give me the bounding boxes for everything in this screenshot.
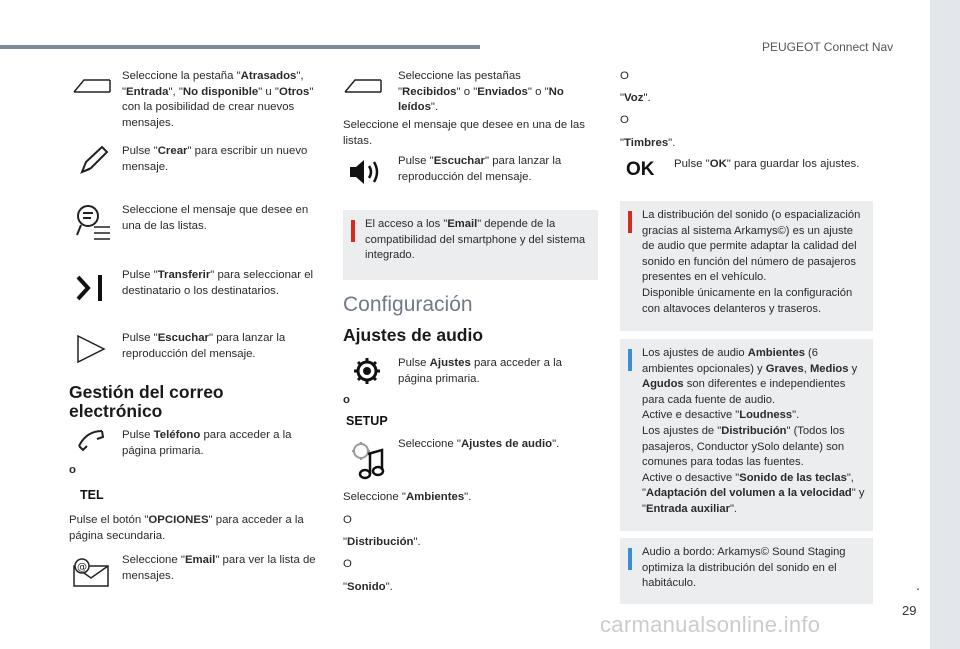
- transferir-text: Pulse "Transferir" para seleccionar el destinatario o los destinatarios.: [122, 269, 314, 297]
- ajustes-audio-text: Seleccione "Ajustes de audio".: [398, 438, 560, 450]
- forward-icon: [76, 273, 106, 303]
- gear-icon: [352, 356, 382, 386]
- page-header-title: PEUGEOT Connect Nav: [762, 40, 894, 54]
- escuchar-text-1: Pulse "Escuchar" para lanzar la reproducción del mensaje.: [122, 332, 286, 360]
- warning-email-text: El acceso a los "Email" depende de la compatibilidad del smartphone y del sistema integrado.: [365, 218, 586, 262]
- o-connector-2: o: [343, 394, 350, 406]
- setup-label: SETUP: [346, 414, 388, 428]
- ok-label: OK: [626, 159, 655, 180]
- warning-box-email: [343, 210, 598, 280]
- pencil-icon: [76, 144, 110, 178]
- page-marker: .: [916, 577, 920, 593]
- play-icon: [76, 334, 106, 364]
- ok-text: Pulse "OK" para guardar los ajustes.: [674, 158, 860, 170]
- sonido-text: "Sonido".: [343, 581, 393, 593]
- svg-text:@: @: [77, 562, 87, 573]
- heading-configuracion: Configuración: [343, 293, 473, 316]
- distribucion-text: "Distribución".: [343, 536, 421, 548]
- info-box-arkamys: [620, 538, 873, 604]
- header-rule: [0, 45, 480, 49]
- warning-marker-2: [628, 211, 632, 233]
- warning-box-distribucion: [620, 201, 873, 331]
- escuchar-text-2: Pulse "Escuchar" para lanzar la reproducción del mensaje.: [398, 155, 562, 183]
- info-ambientes-text: Los ajustes de audio Ambientes (6 ambientes opcionales) y Graves, Medios y Agudos son diferentes e independientes para cada fuente de audio. Active e desactive "Loudness". Los ajustes de "Distribución" (Todos los pasajeros, Conductor ySolo delante) son comunes para todas las fuentes. Active o desactive "Sonido de las teclas", "Adaptación del volumen a la velocidad" y "Entrada auxiliar".: [642, 347, 865, 515]
- side-tab: [930, 0, 960, 649]
- speaker-icon: [348, 157, 384, 187]
- info-marker-2: [628, 548, 632, 570]
- info-arkamys-text: Audio a bordo: Arkamys© Sound Staging optimiza la distribución del sonido en el habitáculo.: [642, 546, 846, 590]
- heading-gestion: Gestión del correo electrónico: [69, 382, 224, 421]
- timbres-text: "Timbres".: [620, 137, 676, 149]
- info-marker: [628, 349, 632, 371]
- o-connector-3: O: [343, 514, 352, 526]
- info-box-ambientes: [620, 339, 873, 531]
- warning-marker: [351, 220, 355, 242]
- audio-settings-icon: [350, 440, 386, 480]
- tel-label: TEL: [80, 488, 104, 502]
- seleccione-mensaje-text-2: Seleccione el mensaje que desee en una de las listas.: [343, 119, 585, 147]
- heading-ajustes-audio: Ajustes de audio: [343, 325, 484, 345]
- message-list-icon: [74, 203, 114, 243]
- email-text: Seleccione "Email" para ver la lista de mensajes.: [122, 554, 316, 582]
- recibidos-text: Seleccione las pestañas "Recibidos" o "Enviados" o "No leídos".: [398, 70, 564, 113]
- o-connector-6: O: [620, 114, 629, 126]
- o-connector-5: O: [620, 70, 629, 82]
- seleccione-mensaje-text: Seleccione el mensaje que desee en una de las listas.: [122, 204, 309, 232]
- telefono-text: Pulse Teléfono para acceder a la página primaria.: [122, 429, 292, 457]
- o-connector-1: o: [69, 464, 76, 476]
- ambientes-text: Seleccione "Ambientes".: [343, 491, 472, 503]
- voz-text: "Voz".: [620, 92, 651, 104]
- envelope-tabs-icon: [72, 76, 112, 96]
- email-icon: [72, 558, 112, 588]
- crear-text: Pulse "Crear" para escribir un nuevo mensaje.: [122, 145, 308, 173]
- watermark: carmanualsonline.info: [600, 612, 821, 637]
- opciones-text: Pulse el botón "OPCIONES" para acceder a la página secundaria.: [69, 514, 304, 542]
- envelope-tabs-icon-2: [343, 76, 383, 96]
- warning-distribucion-text: La distribución del sonido (o espacialización gracias al sistema Arkamys©) es un ajuste de audio que permite adaptar la calidad del sonido en función del número de pasajeros presentes en el vehículo. Disponible únicamente en la configuración con altavoces delanteros y traseros.: [642, 209, 861, 315]
- atrasados-text: Seleccione la pestaña "Atrasados", "Entrada", "No disponible" u "Otros" con la posibilidad de crear nuevos mensajes.: [122, 70, 314, 129]
- phone-icon: [76, 428, 106, 454]
- o-connector-4: O: [343, 558, 352, 570]
- ajustes-text: Pulse Ajustes para acceder a la página primaria.: [398, 357, 563, 385]
- page-number: 29: [902, 603, 917, 618]
